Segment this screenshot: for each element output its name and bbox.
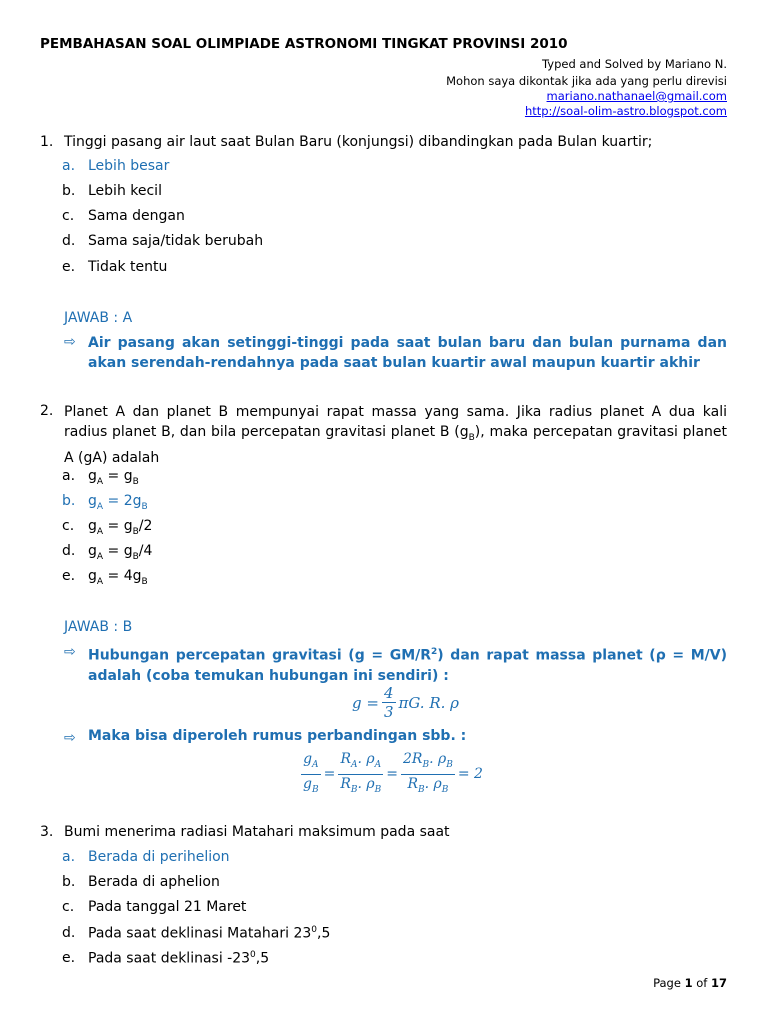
q1-option-e: Tidak tentu xyxy=(88,259,168,275)
q2-option-c: $g_A = g_B/2$ xyxy=(88,518,153,537)
q1-option-a-letter: a. xyxy=(62,158,76,174)
q1-text: Tinggi pasang air laut saat Bulan Baru (konjungsi) dibandingkan pada Bulan kuartir; xyxy=(64,134,653,150)
q2-option-e: $g_A = 4g_B$ xyxy=(88,568,148,587)
contact-note: Mohon saya dikontak jika ada yang perlu direvisi xyxy=(446,74,727,88)
q3-text: Bumi menerima radiasi Matahari maksimum pada saat xyxy=(64,824,450,840)
q1-option-a: Lebih besar xyxy=(88,158,170,174)
q2-answer: JAWAB : B xyxy=(64,619,133,635)
q3-option-a: Berada di perihelion xyxy=(88,849,230,865)
q2-option-a-letter: a. xyxy=(62,468,76,484)
q1-number: 1. xyxy=(40,134,54,150)
q2-explanation-2: Maka bisa diperoleh rumus perbandingan sbb. : xyxy=(88,728,467,744)
q1-option-b-letter: b. xyxy=(62,183,76,199)
q3-option-e: Pada saat deklinasi $-23^0,5$ xyxy=(88,950,270,967)
q1-option-c-letter: c. xyxy=(62,208,75,224)
q3-option-c: Pada tanggal 21 Maret xyxy=(88,899,247,915)
q3-option-d-letter: d. xyxy=(62,925,76,941)
email-link[interactable]: mariano.nathanael@gmail.com xyxy=(546,89,727,103)
arrow-icon: ⇨ xyxy=(64,334,76,350)
q1-option-e-letter: e. xyxy=(62,259,76,275)
typed-by: Typed and Solved by Mariano N. xyxy=(542,57,727,71)
document-title: PEMBAHASAN SOAL OLIMPIADE ASTRONOMI TINGKAT PROVINSI 2010 xyxy=(40,36,568,52)
q1-option-d-letter: d. xyxy=(62,233,76,249)
q1-option-b: Lebih kecil xyxy=(88,183,162,199)
formula-gravity: g = $\frac{4}{3}$ πG. R. ρ xyxy=(352,684,459,721)
q3-option-d: Pada saat deklinasi Matahari $23^0,5$ xyxy=(88,925,331,942)
q1-explanation: Air pasang akan setinggi-tinggi pada saat bulan baru dan bulan purnama dan akan serendah-rendahnya pada saat bulan kuartir awal maupun kuartir akhir xyxy=(88,335,727,371)
q2-number: 2. xyxy=(40,403,54,419)
q2-option-b-letter: b. xyxy=(62,493,76,509)
q2-option-a: $g_A = g_B$ xyxy=(88,468,139,487)
formula-ratio: $\frac{g_A}{g_B}$ = $\frac{R_A. \rho_A}{R_B. \rho_B}$ = $\frac{2R_B. \rho_B}{R_B. \rho_B}$ = 2 xyxy=(303,751,483,795)
q3-option-b-letter: b. xyxy=(62,874,76,890)
q3-option-b: Berada di aphelion xyxy=(88,874,220,890)
q1-answer: JAWAB : A xyxy=(64,310,133,326)
q2-option-e-letter: e. xyxy=(62,568,76,584)
q2-option-c-letter: c. xyxy=(62,518,75,534)
arrow-icon: ⇨ xyxy=(64,730,76,746)
q3-option-c-letter: c. xyxy=(62,899,75,915)
of-label: of xyxy=(696,976,708,990)
page-label: Page xyxy=(653,976,681,990)
q2-option-d: $g_A = g_B/4$ xyxy=(88,543,153,562)
arrow-icon: ⇨ xyxy=(64,644,76,660)
page-footer xyxy=(653,976,727,990)
q3-option-e-letter: e. xyxy=(62,950,76,966)
page-number: 1 xyxy=(684,976,693,990)
q2-option-d-letter: d. xyxy=(62,543,76,559)
blog-link[interactable]: http://soal-olim-astro.blogspot.com xyxy=(524,104,727,118)
q2-option-b: $g_A = 2g_B$ xyxy=(88,493,148,512)
q3-option-a-letter: a. xyxy=(62,849,76,865)
q2-explanation-1: Hubungan percepatan gravitasi $(g = GM/R^2)$ dan rapat massa planet (ρ = M/V) adalah (coba temukan hubungan ini sendiri) : xyxy=(88,647,727,684)
q3-number: 3. xyxy=(40,824,54,840)
page-total: 17 xyxy=(710,976,727,990)
q2-text: Planet A dan planet B mempunyai rapat massa yang sama. Jika radius planet A dua kali radius planet B, dan bila percepatan gravitasi planet B $(g_B)$, maka percepatan gravitasi planet A (gA) adalah xyxy=(64,404,727,466)
q1-option-c: Sama dengan xyxy=(88,208,185,224)
q1-option-d: Sama saja/tidak berubah xyxy=(88,233,264,249)
